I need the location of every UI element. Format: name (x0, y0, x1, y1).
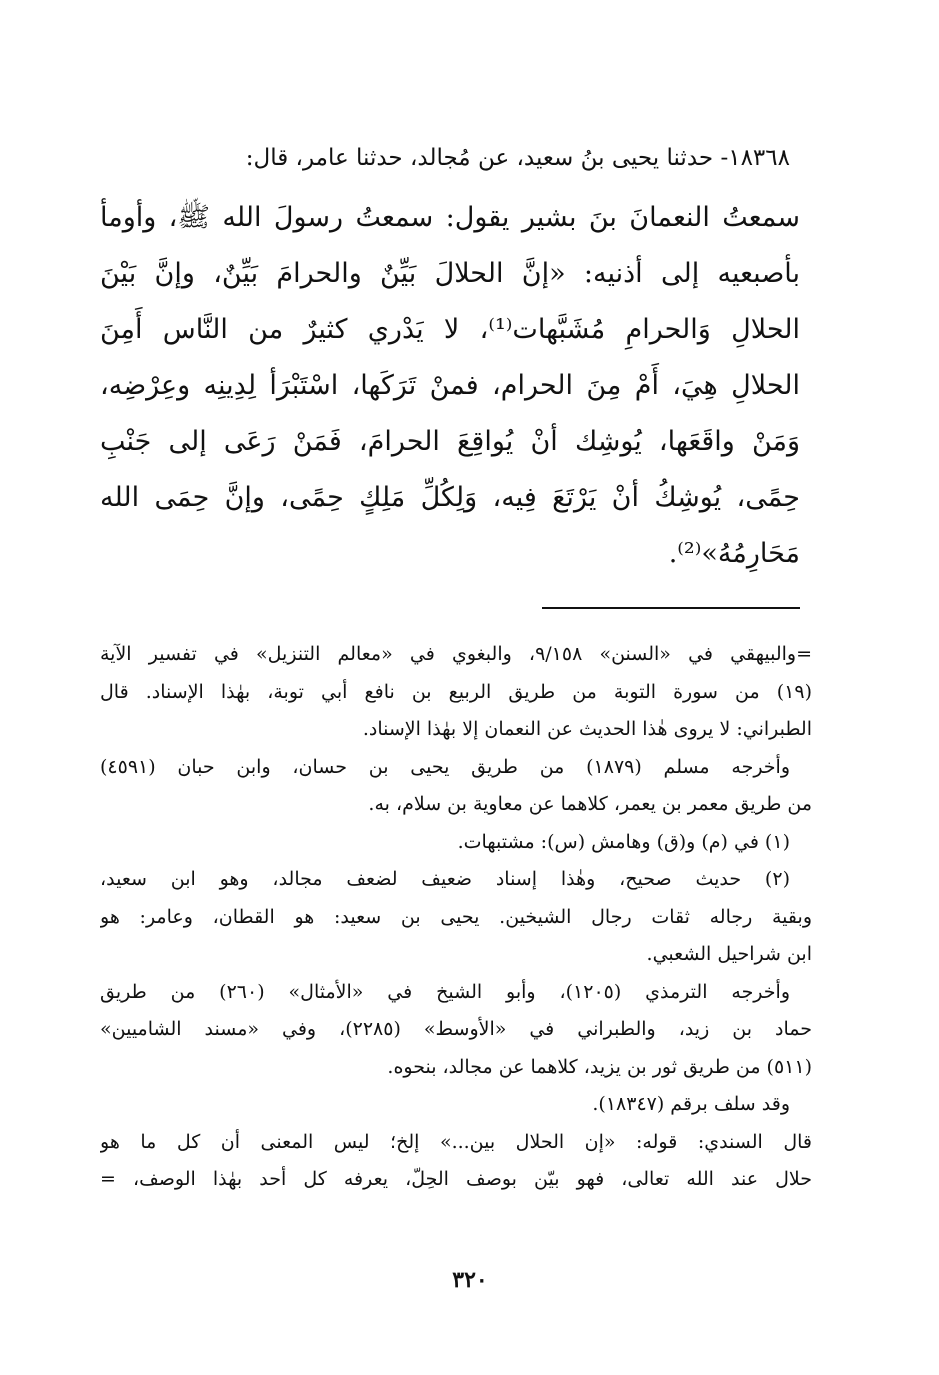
footnote-divider (542, 607, 800, 609)
hadith-line: بأصبعيه إلى أذنيه: «إنَّ الحلالَ بَيِّنٌ والحرامَ بَيِّنٌ، وإنَّ بَيْنَ (100, 258, 800, 289)
hadith-line: الحلالِ وَالحرامِ مُشَبَّهات⁽¹⁾، لا يَدْري كثيرٌ من النَّاس أَمِنَ (100, 314, 800, 345)
footnotes (100, 636, 812, 1199)
footnote-line: قال السندي: قوله: «إن الحلال بين...» إلخ؛ ليس المعنى أن كل ما هو (100, 1130, 812, 1153)
footnote-line: وبقية رجاله ثقات رجال الشيخين. يحيى بن سعيد: هو القطان، وعامر: هو (100, 905, 812, 928)
hadith-text (100, 190, 800, 582)
footnote-line: من طريق معمر بن يعمر، كلاهما عن معاوية بن سلام، به. (368, 793, 812, 815)
page-number: ٣٢٠ (452, 1267, 488, 1293)
footnote-marker-2: (٢) حديث صحيح، وهٰذا إسناد ضعيف لضعف مجالد، وهو ابن سعيد، (100, 868, 790, 890)
hadith-line: سمعتُ النعمانَ بنَ بشير يقول: سمعتُ رسولَ الله ﷺ، وأومأ (100, 202, 800, 233)
footnote-line: وقد سلف برقم (١٨٣٤٧). (592, 1093, 790, 1115)
hadith-line: حِمًى، يُوشِكُ أنْ يَرْتَعَ فِيه، وَلِكُلِّ مَلِكٍ حِمًى، وإنَّ حِمَى الله (100, 482, 800, 513)
footnote-line: حلال عند الله تعالى، فهو بيّن بوصف الحِلّ، يعرفه كل أحد بهٰذا الوصف، = (100, 1168, 812, 1190)
footnote-marker-1: (١) في (م) و(ق) وهامش (س): مشتبهات. (457, 830, 790, 853)
footnote-line: وأخرجه مسلم (١٨٧٩) من طريق يحيى بن حسان، وابن حبان (٤٥٩١) (100, 755, 790, 778)
hadith-line: وَمَنْ واقَعَها، يُوشِك أنْ يُواقِعَ الحرامَ، فَمَنْ رَعَى إلى جَنْبِ (100, 426, 800, 457)
hadith-header: ١٨٣٦٨- حدثنا يحيى بنُ سعيد، عن مُجالد، حدثنا عامر، قال: (245, 145, 790, 171)
footnote-line: الطبراني: لا يروى هٰذا الحديث عن النعمان إلا بهٰذا الإسناد. (362, 718, 812, 740)
footnote-line: =والبيهقي في «السنن» ٩/١٥٨، والبغوي في «معالم التنزيل» في تفسير الآية (100, 643, 812, 665)
hadith-line: مَحَارِمُهُ»⁽²⁾. (668, 538, 800, 569)
footnote-line: (٥١١) من طريق ثور بن يزيد، كلاهما عن مجالد، بنحوه. (387, 1055, 812, 1078)
footnote-line: (١٩) من سورة التوبة من طريق الربيع بن نافع أبي توبة، بهٰذا الإسناد. قال (100, 680, 812, 703)
hadith-line: الحلالِ هِيَ، أَمْ مِنَ الحرام، فمنْ تَرَكَها، اسْتَبْرَأ لِدِينِه وعِرْضِه، (100, 370, 800, 401)
footnote-line: ابن شراحيل الشعبي. (646, 943, 812, 965)
footnote-line: وأخرجه الترمذي (١٢٠٥)، وأبو الشيخ في «الأمثال» (٢٦٠) من طريق (100, 980, 790, 1003)
footnote-line: حماد بن زيد، والطبراني في «الأوسط» (٢٢٨٥)، وفي «مسند الشاميين» (100, 1018, 812, 1040)
